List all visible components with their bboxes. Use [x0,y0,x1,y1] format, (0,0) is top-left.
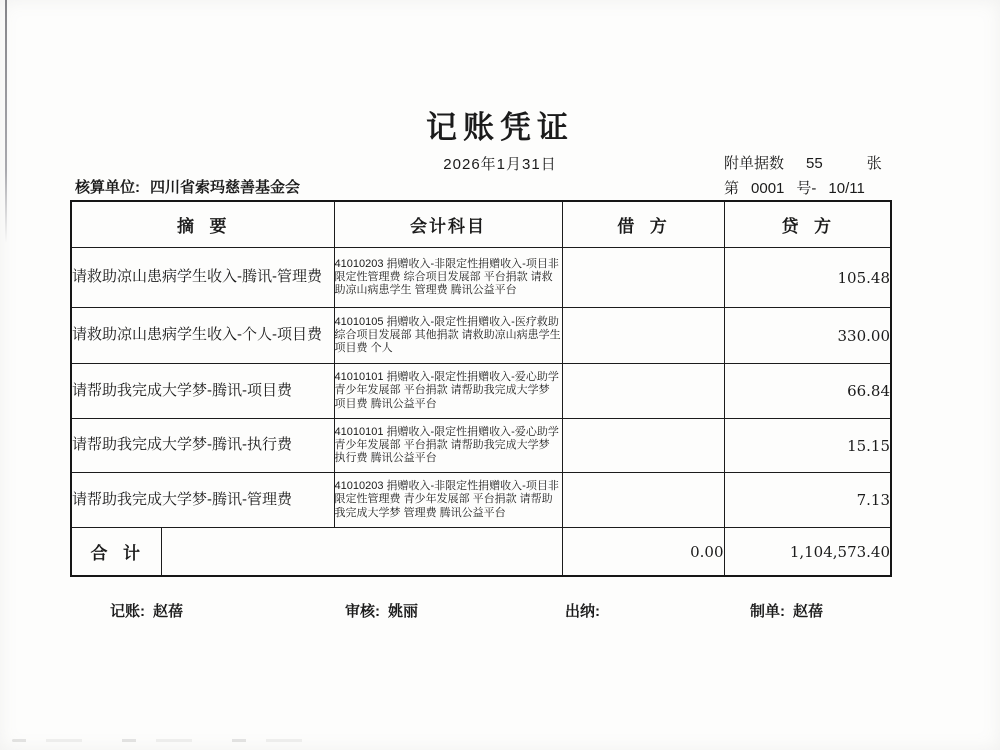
row-credit: 66.84 [724,364,891,419]
table-row [71,248,891,308]
header-credit: 贷 方 [724,201,891,248]
row-summary: 请救助凉山患病学生收入-个人-项目费 [71,308,334,364]
row-summary: 请救助凉山患病学生收入-腾讯-管理费 [71,248,334,308]
table-row [71,308,891,364]
attached-documents-line [724,152,882,173]
scan-smudge-artifact [12,739,342,742]
total-debit: 0.00 [562,528,724,577]
row-account: 41010203 捐赠收入-非限定性捐赠收入-项目非限定性管理费 综合项目发展部 平台捐款 请救助凉山病患学生 管理费 腾讯公益平台 [334,248,562,308]
total-empty-cell [161,528,562,577]
table-header-row [71,201,891,248]
accounting-unit-line [75,176,300,197]
page-title: 记账凭证 [426,110,574,145]
voucher-number-prefix: 第 [724,180,740,197]
preparer-name: 赵蓓 [793,603,824,620]
voucher-number-suffix: 号- [796,180,817,197]
total-credit: 1,104,573.40 [724,528,891,577]
accounting-unit-value: 四川省索玛慈善基金会 [150,179,301,196]
voucher-date: 2026年1月31日 [443,156,557,173]
bookkeeper-label: 记账: [110,603,145,620]
table-row [71,473,891,528]
accounting-unit-label: 核算单位: [75,179,140,196]
row-account: 41010101 捐赠收入-限定性捐赠收入-爱心助学 青少年发展部 平台捐款 请帮助我完成大学梦 执行费 腾讯公益平台 [334,419,562,473]
row-credit: 7.13 [724,473,891,528]
row-summary: 请帮助我完成大学梦-腾讯-管理费 [71,473,334,528]
cashier-label: 出纳: [565,603,600,620]
voucher-number-line [724,177,865,198]
row-debit [562,248,724,308]
header-summary: 摘 要 [71,201,334,248]
row-credit: 15.15 [724,419,891,473]
attached-documents-label: 附单据数 [724,155,785,172]
attached-documents-unit: 张 [866,155,882,172]
row-summary: 请帮助我完成大学梦-腾讯-执行费 [71,419,334,473]
row-debit [562,308,724,364]
voucher-number: 0001 [751,180,785,197]
table-total-row [71,528,891,577]
table-row [71,364,891,419]
row-debit [562,473,724,528]
table-row [71,419,891,473]
cashier-signature [565,600,608,621]
row-account: 41010203 捐赠收入-非限定性捐赠收入-项目非限定性管理费 青少年发展部 平台捐款 请帮助我完成大学梦 管理费 腾讯公益平台 [334,473,562,528]
row-account: 41010101 捐赠收入-限定性捐赠收入-爱心助学 青少年发展部 平台捐款 请帮助我完成大学梦 项目费 腾讯公益平台 [334,364,562,419]
bookkeeper-signature [110,600,183,621]
header-debit: 借 方 [562,201,724,248]
row-debit [562,364,724,419]
reviewer-signature [345,600,418,621]
row-debit [562,419,724,473]
header-account: 会计科目 [334,201,562,248]
row-account: 41010105 捐赠收入-限定性捐赠收入-医疗救助 综合项目发展部 其他捐款 请救助凉山病患学生 项目费 个人 [334,308,562,364]
row-summary: 请帮助我完成大学梦-腾讯-项目费 [71,364,334,419]
preparer-signature [750,600,823,621]
preparer-label: 制单: [750,603,785,620]
total-label: 合 计 [71,528,161,577]
attached-documents-count: 55 [806,155,823,172]
bookkeeper-name: 赵蓓 [153,603,184,620]
row-credit: 105.48 [724,248,891,308]
reviewer-label: 审核: [345,603,380,620]
row-credit: 330.00 [724,308,891,364]
reviewer-name: 姚丽 [388,603,419,620]
voucher-page-indicator: 10/11 [828,180,865,197]
voucher-table [70,200,892,577]
